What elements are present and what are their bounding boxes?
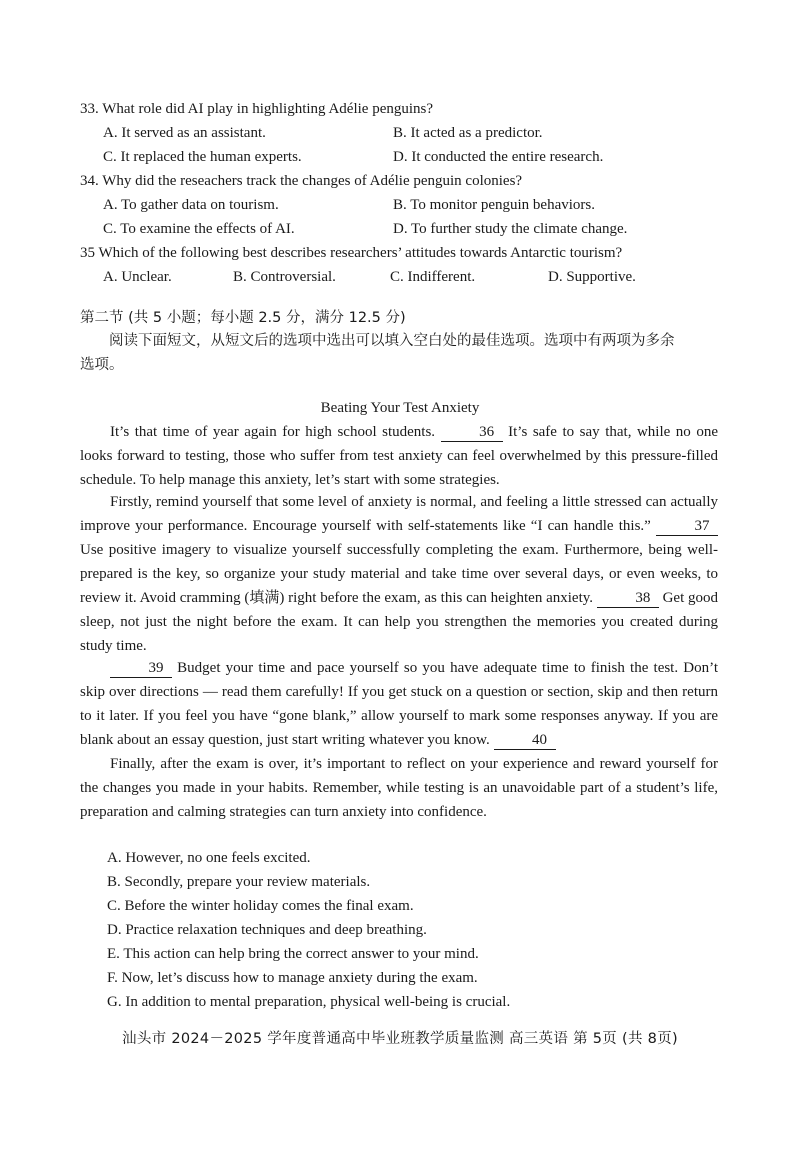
option-35d[interactable]: D. Supportive.	[548, 269, 636, 285]
paragraph-text: It’s that time of year again for high school students.	[110, 424, 436, 440]
question-34	[80, 169, 522, 193]
choice-f[interactable]: F. Now, let’s discuss how to manage anxiety during the exam.	[107, 970, 478, 986]
question-number: 35	[80, 245, 95, 261]
blank-37[interactable]: 37	[656, 517, 718, 536]
question-number: 34.	[80, 173, 99, 189]
option-34d[interactable]: D. To further study the climate change.	[393, 221, 628, 237]
question-number: 33.	[80, 101, 99, 117]
choice-e[interactable]: E. This action can help bring the correct answer to your mind.	[107, 946, 479, 962]
section-instruction-line1: 阅读下面短文，从短文后的选项中选出可以填入空白处的最佳选项。选项中有两项为多余	[109, 333, 675, 349]
paragraph-text: Get good sleep, not just the night before the exam. It can help you strengthen the memories you created during study time.	[80, 590, 719, 654]
option-34a[interactable]: A. To gather data on tourism.	[103, 197, 279, 213]
passage-title: Beating Your Test Anxiety	[320, 400, 480, 416]
choice-c[interactable]: C. Before the winter holiday comes the final exam.	[107, 898, 414, 914]
option-35b[interactable]: B. Controversial.	[233, 269, 336, 285]
option-34c[interactable]: C. To examine the effects of AI.	[103, 221, 295, 237]
question-stem: Which of the following best describes researchers’ attitudes towards Antarctic tourism?	[98, 245, 623, 261]
paragraph-text: Firstly, remind yourself that some level of anxiety is normal, and feeling a little stressed can actually improve your performance. Encourage yourself with self-statements like “I can handle this.”	[80, 494, 718, 534]
option-34b[interactable]: B. To monitor penguin behaviors.	[393, 197, 595, 213]
paragraph-text: Budget your time and pace yourself so you have adequate time to finish the test. Don’t skip over directions — read them carefully! If you get stuck on a question or section, skip and then return to it later. If you feel you have “gone blank,” allow yourself to mark some responses anyway. If you are blank about an essay question, just start writing whatever you know.	[80, 660, 718, 748]
paragraph-text: Use positive imagery to visualize yourself successfully completing the exam. Furthermore, being well-prepared is the key, so organize your study material and take time over several days, or even weeks, to review it. Avoid cramming (填满) right before the exam, as this can heighten anxiety.	[80, 542, 718, 606]
blank-36[interactable]: 36	[441, 423, 503, 442]
option-35c[interactable]: C. Indifferent.	[390, 269, 476, 285]
option-33c[interactable]: C. It replaced the human experts.	[103, 149, 302, 165]
option-35a[interactable]: A. Unclear.	[103, 269, 172, 285]
option-33d[interactable]: D. It conducted the entire research.	[393, 149, 604, 165]
paragraph-4: Finally, after the exam is over, it’s important to reflect on your experience and reward yourself for the changes you made in your habits. Remember, while testing is an unavoidable part of a student’s life, preparation and calming strategies can turn anxiety into confidence.	[80, 756, 718, 820]
question-stem: What role did AI play in highlighting Adélie penguins?	[102, 101, 434, 117]
option-33b[interactable]: B. It acted as a predictor.	[393, 125, 543, 141]
section-instruction-line2: 选项。	[80, 357, 124, 373]
option-33a[interactable]: A. It served as an assistant.	[103, 125, 266, 141]
question-stem: Why did the reseachers track the changes of Adélie penguin colonies?	[102, 173, 523, 189]
paragraph-1	[80, 420, 718, 492]
paragraph-3	[80, 656, 718, 752]
paragraph-text: It’s safe to say that, while no one looks forward to testing, those who suffer from test anxiety can feel overwhelmed by this pressure-filled schedule. To help manage this anxiety, let’s start with some strategies.	[80, 424, 718, 488]
question-33	[80, 97, 433, 121]
page-footer: 汕头市 2024－2025 学年度普通高中毕业班教学质量监测 高三英语 第 5页 (共 8页)	[122, 1031, 678, 1047]
question-35	[80, 241, 622, 265]
choice-d[interactable]: D. Practice relaxation techniques and deep breathing.	[107, 922, 427, 938]
choice-g[interactable]: G. In addition to mental preparation, physical well-being is crucial.	[107, 994, 511, 1010]
blank-40[interactable]: 40	[494, 731, 556, 750]
section-heading: 第二节 (共 5 小题；每小题 2.5 分，满分 12.5 分)	[80, 310, 406, 326]
paragraph-2	[80, 490, 718, 658]
blank-38[interactable]: 38	[597, 589, 659, 608]
blank-39[interactable]: 39	[110, 659, 172, 678]
choice-a[interactable]: A. However, no one feels excited.	[107, 850, 311, 866]
choice-b[interactable]: B. Secondly, prepare your review materials.	[107, 874, 371, 890]
